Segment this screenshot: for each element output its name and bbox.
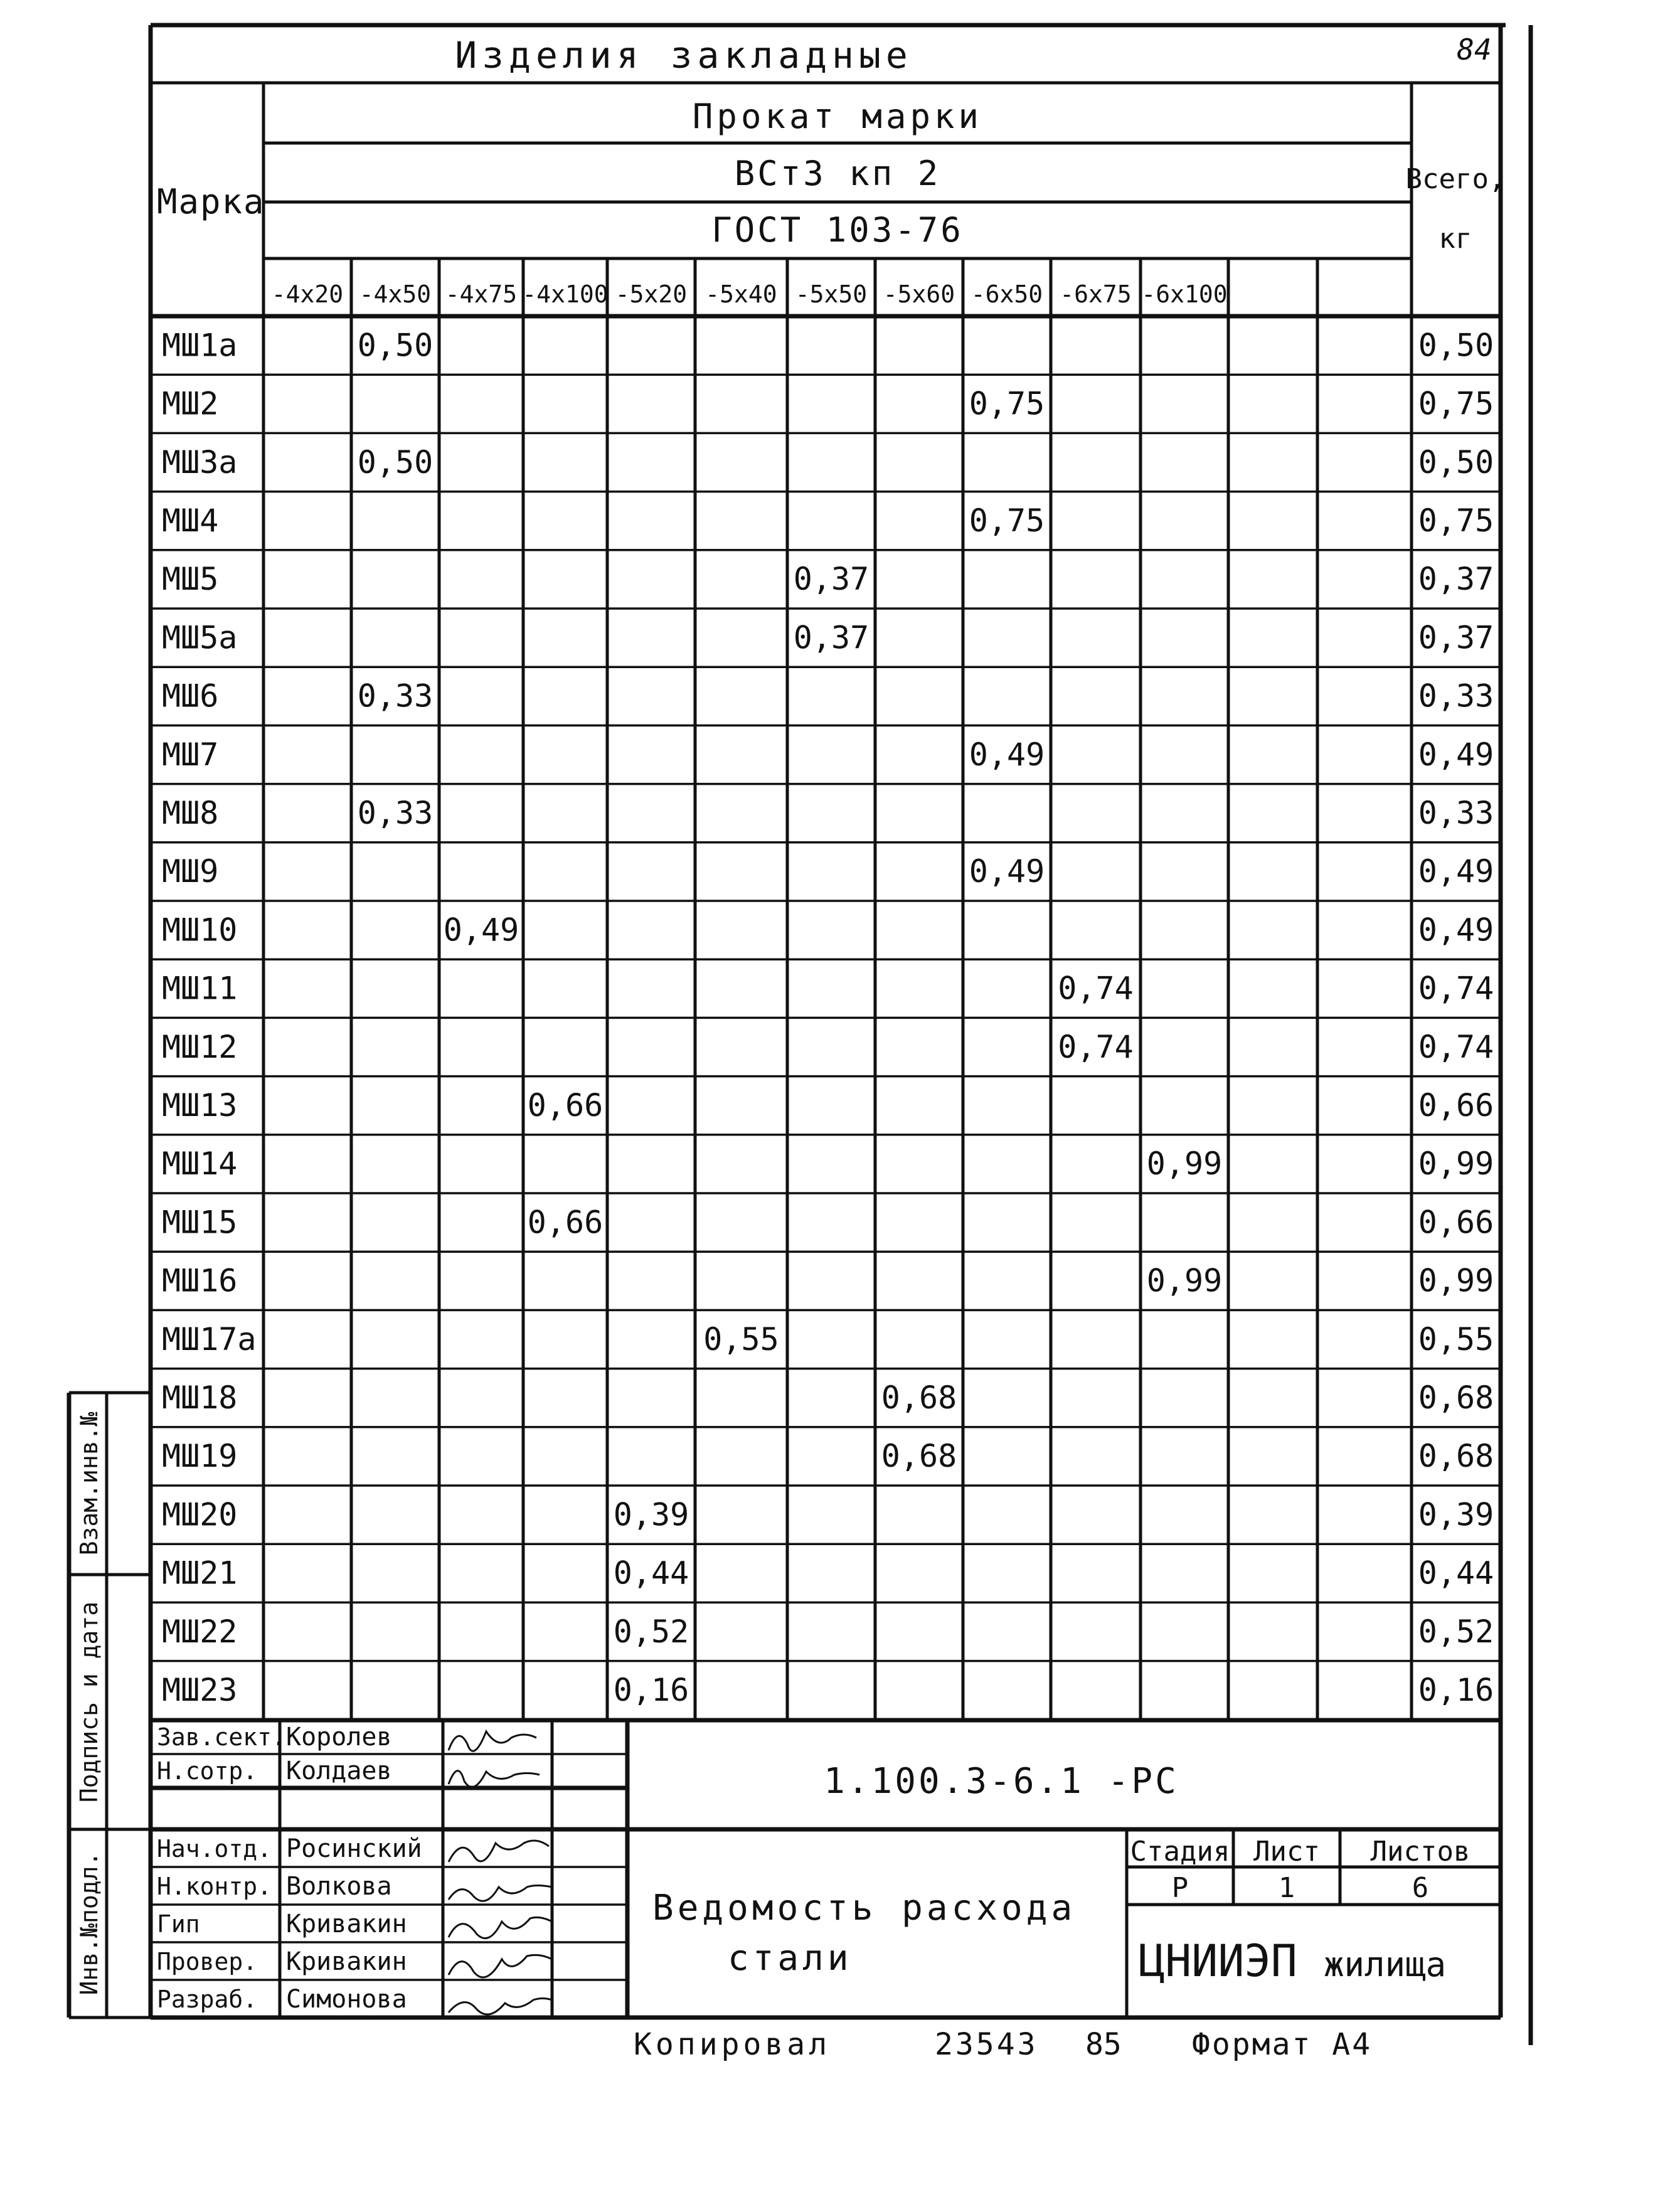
table-row — [162, 912, 1494, 948]
row-value: 0,68 — [881, 1379, 957, 1416]
signer-name: Росинский — [286, 1834, 422, 1863]
column-headers — [272, 280, 1228, 308]
signer-row — [157, 1985, 407, 2014]
row-value: 0,66 — [527, 1087, 604, 1124]
row-mark: МШ12 — [162, 1028, 238, 1065]
table-row — [162, 736, 1494, 773]
table-row — [162, 1146, 1494, 1182]
row-total: 0,74 — [1418, 970, 1494, 1007]
table-row — [162, 561, 1494, 597]
table-row — [162, 327, 1494, 363]
row-mark: МШ16 — [162, 1262, 238, 1299]
row-value: 0,37 — [793, 619, 869, 656]
signer-role: Гип — [157, 1910, 200, 1938]
row-mark: МШ6 — [162, 678, 219, 715]
row-total: 0,66 — [1418, 1204, 1494, 1241]
row-total: 0,55 — [1418, 1321, 1494, 1358]
signer-name: Симонова — [286, 1985, 407, 2014]
table-row — [162, 619, 1494, 656]
signature-7 — [449, 1999, 552, 2015]
stage-value: Р — [1171, 1872, 1189, 1904]
table-grid — [151, 258, 1501, 1720]
document-code: 1.100.3-6.1 -РС — [824, 1761, 1179, 1802]
row-value: 0,49 — [969, 736, 1045, 773]
signature-3 — [449, 1841, 549, 1862]
sheet-value: 1 — [1278, 1872, 1295, 1904]
organization-main: ЦНИИЭП — [1139, 1935, 1297, 1987]
signer-row — [157, 1834, 422, 1863]
table-row — [162, 1087, 1494, 1124]
table-row — [162, 795, 1494, 831]
column-header-7: -5x60 — [883, 280, 955, 308]
row-mark: МШ2 — [162, 385, 219, 422]
sheet-title-line2: стали — [728, 1938, 853, 1979]
row-value: 0,52 — [613, 1613, 689, 1650]
marka-header: Марка — [157, 182, 265, 221]
row-total: 0,44 — [1418, 1555, 1494, 1592]
row-value: 0,37 — [793, 561, 869, 598]
table-row — [162, 386, 1494, 422]
organization-suffix: жилища — [1324, 1945, 1447, 1984]
row-value: 0,66 — [527, 1204, 604, 1241]
row-total: 0,50 — [1418, 327, 1494, 364]
signature-1 — [449, 1731, 536, 1751]
row-mark: МШ11 — [162, 970, 238, 1007]
row-total: 0,74 — [1418, 1028, 1494, 1065]
column-header-8: -6x50 — [970, 280, 1043, 308]
row-mark: МШ21 — [162, 1555, 238, 1592]
row-mark: МШ10 — [162, 912, 238, 949]
row-value: 0,49 — [443, 912, 519, 949]
signer-role: Нач.отд. — [157, 1835, 272, 1863]
row-value: 0,49 — [969, 853, 1045, 890]
signer-name: Колдаев — [286, 1757, 392, 1785]
table-row — [162, 970, 1494, 1007]
row-total: 0,68 — [1418, 1438, 1494, 1475]
sheets-value: 6 — [1412, 1872, 1429, 1904]
stage-label: Стадия — [1130, 1836, 1230, 1868]
row-mark: МШ17а — [162, 1321, 257, 1358]
signature-2 — [449, 1771, 540, 1787]
row-mark: МШ7 — [162, 736, 219, 773]
row-total: 0,99 — [1418, 1146, 1494, 1183]
row-mark: МШ23 — [162, 1671, 238, 1708]
signer-name: Королев — [286, 1723, 392, 1752]
signature-4 — [449, 1886, 552, 1901]
row-total: 0,68 — [1418, 1379, 1494, 1416]
column-header-9: -6x75 — [1060, 280, 1132, 308]
side-stamp-original-inventory: Инв.№подл. — [75, 1851, 103, 1996]
year: 85 — [1085, 2027, 1122, 2062]
signer-name: Волкова — [286, 1872, 392, 1901]
sheet-title-line1: Ведомость расхода — [652, 1888, 1077, 1928]
signer-name: Кривакин — [286, 1910, 407, 1938]
column-header-1: -4x50 — [359, 280, 432, 308]
signer-role: Н.контр. — [157, 1873, 272, 1900]
row-mark: МШ5 — [162, 561, 219, 598]
row-total: 0,37 — [1418, 619, 1494, 656]
order-number: 23543 — [935, 2027, 1038, 2062]
row-mark: МШ19 — [162, 1438, 238, 1475]
document-title: Изделия закладные — [455, 34, 913, 77]
table-row — [162, 444, 1494, 481]
row-mark: МШ20 — [162, 1496, 238, 1533]
format-label: Формат А4 — [1192, 2027, 1373, 2062]
row-total: 0,50 — [1418, 444, 1494, 481]
signer-row — [157, 1723, 392, 1752]
signer-role: Зав.сект. — [157, 1723, 286, 1751]
row-mark: МШ13 — [162, 1087, 238, 1124]
table-row — [162, 502, 1494, 539]
copied-label: Копировал — [634, 2027, 831, 2062]
table-row — [162, 1496, 1494, 1533]
row-mark: МШ5а — [162, 619, 238, 656]
page-number: 84 — [1457, 33, 1492, 66]
material-grade-line1: Прокат марки — [692, 97, 983, 136]
row-total: 0,52 — [1418, 1613, 1494, 1650]
signer-row — [157, 1910, 407, 1938]
table-row — [162, 1672, 1494, 1708]
row-mark: МШ3а — [162, 444, 238, 481]
table-row — [162, 853, 1494, 890]
row-total: 0,75 — [1418, 385, 1494, 422]
row-total: 0,33 — [1418, 678, 1494, 715]
side-stamp-replacement: Взам.инв.№ — [75, 1412, 103, 1556]
row-value: 0,74 — [1058, 1028, 1134, 1065]
table-row — [162, 1438, 1494, 1474]
signer-role: Н.сотр. — [157, 1757, 258, 1785]
row-total: 0,66 — [1418, 1087, 1494, 1124]
row-mark: МШ4 — [162, 502, 219, 539]
column-header-4: -5x20 — [615, 280, 688, 308]
signer-row — [157, 1872, 392, 1901]
table-row — [162, 1380, 1494, 1416]
signer-role: Разраб. — [157, 1986, 258, 2013]
row-value: 0,44 — [613, 1555, 689, 1592]
sheet-label: Лист — [1253, 1836, 1320, 1868]
column-header-5: -5x40 — [705, 280, 777, 308]
column-header-10: -6x100 — [1141, 280, 1228, 308]
row-value: 0,39 — [613, 1496, 689, 1533]
row-mark: МШ1а — [162, 327, 238, 364]
sheets-label: Листов — [1370, 1836, 1470, 1868]
row-value: 0,16 — [613, 1671, 689, 1708]
row-total: 0,39 — [1418, 1496, 1494, 1533]
row-mark: МШ14 — [162, 1146, 238, 1183]
row-total: 0,37 — [1418, 561, 1494, 598]
signature-6 — [449, 1955, 552, 1977]
row-mark: МШ9 — [162, 853, 219, 890]
column-header-0: -4x20 — [271, 280, 344, 308]
row-value: 0,99 — [1146, 1262, 1223, 1299]
row-value: 0,33 — [357, 794, 433, 831]
row-value: 0,75 — [969, 385, 1045, 422]
total-header-line1: Всего, — [1405, 163, 1506, 195]
signature-5 — [449, 1917, 552, 1938]
row-total: 0,33 — [1418, 794, 1494, 831]
signer-role: Провер. — [157, 1948, 258, 1975]
signer-row — [157, 1757, 392, 1785]
row-mark: МШ18 — [162, 1379, 238, 1416]
row-mark: МШ22 — [162, 1613, 238, 1650]
signers-list — [157, 1723, 422, 2014]
row-value: 0,33 — [357, 678, 433, 715]
signer-name: Кривакин — [286, 1947, 407, 1976]
row-value: 0,74 — [1058, 970, 1134, 1007]
row-total: 0,75 — [1418, 502, 1494, 539]
row-total: 0,16 — [1418, 1671, 1494, 1708]
side-stamp-signature-date: Подпись и дата — [75, 1601, 103, 1803]
table-row — [162, 1204, 1494, 1240]
organization-name — [1139, 1935, 1446, 1987]
signer-row — [157, 1947, 407, 1976]
total-header-line2: кг — [1438, 223, 1472, 255]
row-total: 0,49 — [1418, 853, 1494, 890]
row-value: 0,50 — [357, 327, 433, 364]
row-value: 0,99 — [1146, 1146, 1223, 1183]
row-value: 0,75 — [969, 502, 1045, 539]
material-grade-line2: ВСт3 кп 2 — [734, 154, 941, 193]
table-row — [162, 1029, 1494, 1065]
row-value: 0,55 — [703, 1321, 779, 1358]
signatures — [449, 1731, 552, 2014]
column-header-3: -4x100 — [522, 280, 609, 308]
row-total: 0,99 — [1418, 1262, 1494, 1299]
table-row — [162, 678, 1494, 715]
table-row — [162, 1555, 1494, 1592]
row-mark: МШ8 — [162, 794, 219, 831]
row-value: 0,50 — [357, 444, 433, 481]
row-total: 0,49 — [1418, 912, 1494, 949]
material-standard: ГОСТ 103-76 — [711, 210, 964, 250]
row-total: 0,49 — [1418, 736, 1494, 773]
table-row — [162, 1614, 1494, 1650]
table-row — [162, 1263, 1494, 1299]
table-row — [162, 1321, 1494, 1358]
column-header-2: -4x75 — [445, 280, 518, 308]
column-header-6: -5x50 — [795, 280, 868, 308]
row-mark: МШ15 — [162, 1204, 238, 1241]
row-value: 0,68 — [881, 1438, 957, 1475]
